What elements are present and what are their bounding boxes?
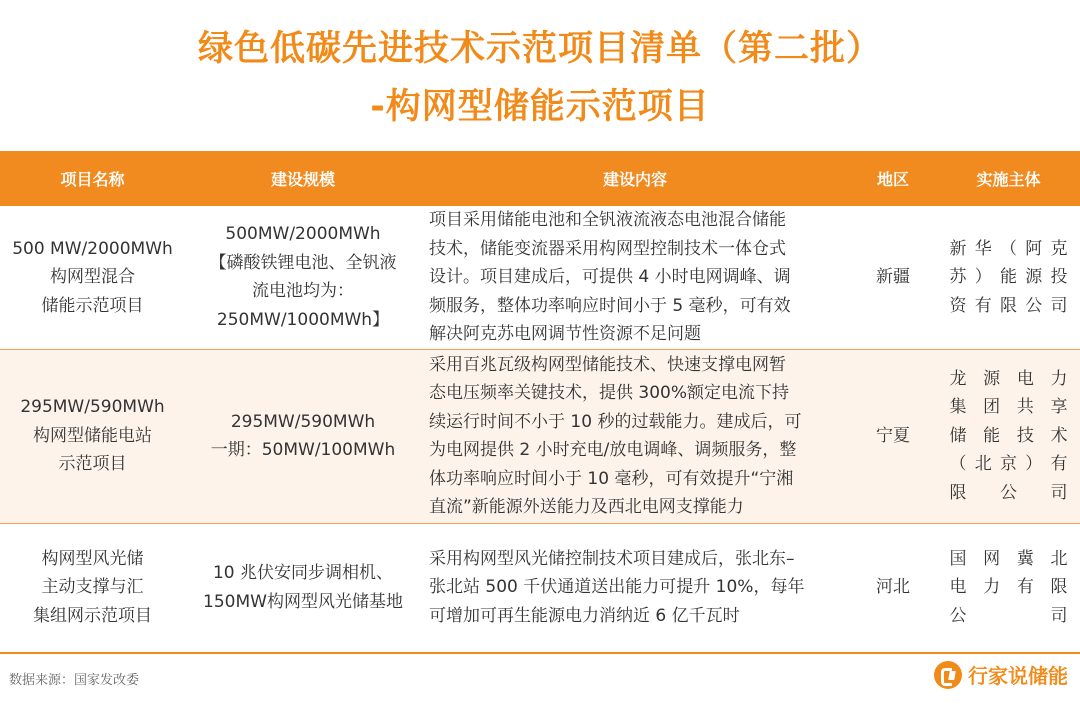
- page-subtitle: -构网型储能示范项目: [370, 87, 710, 127]
- cell-line: 直流”新能源外送能力及西北电网支撑能力: [429, 497, 744, 517]
- cell-line: 构网型混合: [50, 267, 135, 287]
- cell-line: 态电压频率关键技术，提供 300%额定电流下持: [429, 383, 790, 403]
- cell-line: 构网型储能电站: [33, 425, 152, 446]
- header-organization: 实施主体: [937, 151, 1080, 206]
- cell-project-name: [0, 523, 185, 653]
- cell-line: 电力有限: [949, 577, 1068, 598]
- cell-region: 宁夏: [849, 349, 937, 523]
- cell-line: 储能示范项目: [41, 295, 144, 316]
- header-scale: 建设规模: [185, 151, 421, 206]
- cell-region: 新疆: [849, 206, 937, 349]
- cell-line: 公司: [949, 605, 1068, 626]
- brand-name: 行家说储能: [968, 664, 1068, 688]
- cell-line: 技术，储能变流器采用构网型控制技术一体仓式: [429, 238, 786, 259]
- cell-line: 体功率响应时间小于 10 毫秒，可有效提升“宁湘: [429, 468, 794, 489]
- cell-line: 295MW/590MWh: [20, 397, 165, 418]
- cell-line: 500 MW/2000MWh: [12, 238, 173, 259]
- cell-line: 资有限公司: [949, 295, 1068, 316]
- cell-line: 150MW构网型风光储基地: [203, 591, 403, 612]
- cell-line: 示范项目: [58, 454, 127, 475]
- cell-line: 储能技术: [949, 425, 1068, 446]
- cell-scale: [185, 523, 421, 653]
- cell-line: 限公司: [949, 482, 1068, 503]
- page-title: 绿色低碳先进技术示范项目清单（第二批）: [197, 29, 882, 69]
- cell-line: 续运行时间不小于 10 秒的过载能力。建成后，可: [429, 411, 802, 432]
- cell-content: [421, 349, 849, 523]
- cell-content: [421, 206, 849, 349]
- cell-project-name: [0, 349, 185, 523]
- cell-line: 为电网提供 2 小时充电/放电调峰、调频服务，整: [429, 440, 797, 460]
- cell-line: 张北站 500 千伏通道送出能力可提升 10%，每年: [429, 577, 805, 598]
- cell-line: 集团共享: [949, 397, 1068, 418]
- cell-line: 苏）能源投: [949, 267, 1068, 287]
- header-project-name: 项目名称: [0, 151, 185, 206]
- cell-line: 采用构网型风光储控制技术项目建成后，张北东–: [429, 548, 795, 569]
- cell-line: 【磷酸铁锂电池、全钒液: [209, 252, 397, 273]
- cell-line: 频服务，整体功率响应时间小于 5 毫秒，可有效: [429, 295, 791, 316]
- cell-line: 流电池均为：: [252, 281, 354, 302]
- cell-line: 解决阿克苏电网调节性资源不足问题: [429, 324, 701, 344]
- cell-line: 设计。项目建成后，可提供 4 小时电网调峰、调: [429, 267, 791, 287]
- brand-mark: [934, 660, 1068, 689]
- cell-scale: [185, 206, 421, 349]
- cell-line: 500MW/2000MWh: [225, 224, 381, 245]
- header-region: 地区: [849, 151, 937, 206]
- cell-content: [421, 523, 849, 653]
- cell-line: 250MW/1000MWh】: [216, 309, 390, 330]
- cell-line: 集组网示范项目: [33, 605, 152, 626]
- data-source-note: 数据来源：国家发改委: [9, 673, 140, 688]
- table-row: [0, 523, 1080, 653]
- table-row: [0, 206, 1080, 349]
- cell-line: 国网冀北: [949, 548, 1068, 569]
- cell-line: 可增加可再生能源电力消纳近 6 亿千瓦时: [429, 605, 740, 626]
- cell-line: 龙源电力: [949, 368, 1068, 389]
- cell-line: 新华（阿克: [949, 238, 1068, 259]
- cell-line: 构网型风光储: [41, 548, 144, 569]
- cell-organization: [937, 523, 1080, 653]
- cell-line: 一期：50MW/100MWh: [210, 440, 396, 460]
- cell-line: 295MW/590MWh: [230, 411, 376, 432]
- header-content: 建设内容: [421, 151, 849, 206]
- cell-line: 主动支撑与汇: [41, 577, 144, 598]
- cell-region: 河北: [849, 523, 937, 653]
- cell-scale: [185, 349, 421, 523]
- cell-project-name: [0, 206, 185, 349]
- table-row: [0, 349, 1080, 523]
- cell-organization: [937, 349, 1080, 523]
- cell-line: 采用百兆瓦级构网型储能技术、快速支撑电网暂: [429, 354, 786, 375]
- cell-organization: [937, 206, 1080, 349]
- project-table: [0, 151, 1080, 654]
- cell-line: （北京）有: [949, 454, 1068, 475]
- cell-line: 10 兆伏安同步调相机、: [212, 563, 394, 583]
- brand-logo-icon: [934, 661, 962, 689]
- table-header-row: [0, 151, 1080, 206]
- cell-line: 项目采用储能电池和全钒液流液态电池混合储能: [429, 210, 786, 230]
